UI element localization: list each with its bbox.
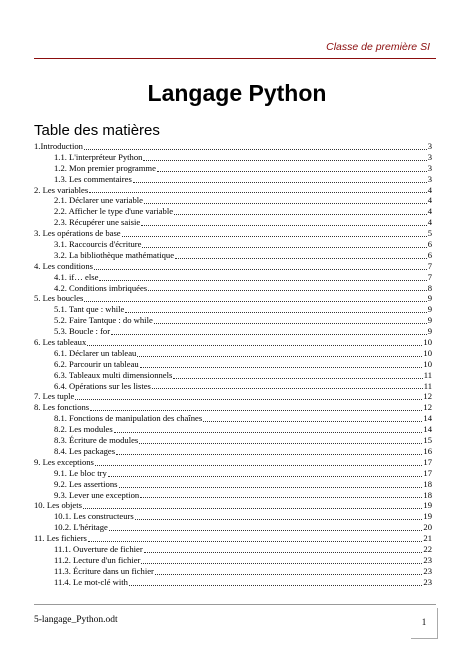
toc-entry[interactable] <box>34 348 432 359</box>
toc-dot-leader <box>95 465 423 466</box>
toc-entry[interactable] <box>34 206 432 217</box>
page-number: 1 <box>411 608 438 639</box>
toc-entry-page: 3 <box>427 141 432 151</box>
toc-entry-page: 15 <box>423 435 432 446</box>
toc-entry[interactable] <box>34 337 432 348</box>
toc-entry-page: 9 <box>427 293 432 304</box>
toc-entry-page: 6 <box>427 249 432 260</box>
toc-entry-label: 5.1. Tant que : while <box>54 304 125 315</box>
toc-entry[interactable] <box>34 435 432 446</box>
toc-dot-leader <box>87 345 422 346</box>
toc-dot-leader <box>141 225 427 226</box>
toc-dot-leader <box>148 290 427 291</box>
toc-entry-page: 17 <box>423 456 432 467</box>
toc-entry[interactable] <box>34 195 432 206</box>
toc-entry-page: 4 <box>427 184 432 195</box>
toc-entry-page: 17 <box>423 467 432 478</box>
toc-entry-label: 10.2. L'héritage <box>54 522 108 533</box>
toc-dot-leader <box>139 443 422 444</box>
toc-entry[interactable] <box>34 544 432 555</box>
toc-entry-label: 8.2. Les modules <box>54 424 113 435</box>
toc-dot-leader <box>154 323 427 324</box>
toc-dot-leader <box>144 203 427 204</box>
toc-dot-leader <box>152 388 423 389</box>
toc-entry-label: 2.1. Déclarer une variable <box>54 195 143 206</box>
toc-dot-leader <box>144 552 423 553</box>
toc-entry[interactable] <box>34 185 432 196</box>
toc-dot-leader <box>84 301 426 302</box>
toc-entry-page: 19 <box>423 500 432 511</box>
toc-entry[interactable] <box>34 228 432 239</box>
toc-entry-label: 8. Les fonctions <box>34 402 90 413</box>
toc-entry-page: 11 <box>423 369 432 380</box>
toc-entry-label: 4.1. if… else <box>54 271 99 282</box>
header-divider <box>34 58 436 59</box>
toc-entry[interactable] <box>34 511 432 522</box>
toc-entry-page: 10 <box>423 337 432 348</box>
toc-entry-label: 6.1. Déclarer un tableau <box>54 347 137 358</box>
toc-dot-leader <box>155 574 422 575</box>
toc-entry[interactable] <box>34 381 432 392</box>
toc-dot-leader <box>175 258 427 259</box>
toc-dot-leader <box>90 410 422 411</box>
toc-entry-page: 23 <box>423 565 432 576</box>
toc-dot-leader <box>137 356 422 357</box>
toc-entry-page: 18 <box>423 478 432 489</box>
toc-entry-label: 5. Les boucles <box>34 293 84 304</box>
toc-entry[interactable] <box>34 261 432 272</box>
toc-entry-label: 8.4. Les packages <box>54 445 116 456</box>
toc-entry-page: 23 <box>423 554 432 565</box>
toc-entry-label: 1.3. Les commentaires <box>54 173 132 184</box>
toc-entry-page: 14 <box>423 413 432 424</box>
toc-entry-page: 9 <box>427 315 432 326</box>
toc-entry-label: 1.1. L'interpréteur Python <box>54 151 143 162</box>
toc-entry-label: 8.1. Fonctions de manipulation des chaînes <box>54 413 203 424</box>
toc-entry-label: 11.1. Ouverture de fichier <box>54 543 143 554</box>
toc-entry[interactable] <box>34 359 432 370</box>
toc-entry-label: 11.4. Le mot-clé with <box>54 576 128 587</box>
toc-entry[interactable] <box>34 315 432 326</box>
toc-entry-label: 9.3. Lever une exception <box>54 489 140 500</box>
toc-entry[interactable] <box>34 490 432 501</box>
toc-entry-page: 22 <box>423 543 432 554</box>
toc-entry[interactable] <box>34 239 432 250</box>
toc-entry[interactable] <box>34 566 432 577</box>
toc-dot-leader <box>108 476 423 477</box>
toc-entry-page: 10 <box>423 358 432 369</box>
toc-entry-page: 3 <box>427 162 432 173</box>
toc-entry-page: 19 <box>423 511 432 522</box>
toc-dot-leader <box>94 269 427 270</box>
toc-entry[interactable] <box>34 577 432 588</box>
toc-entry[interactable] <box>34 163 432 174</box>
toc-entry-label: 11. Les fichiers <box>34 533 87 544</box>
toc-dot-leader <box>142 247 426 248</box>
toc-entry-page: 18 <box>423 489 432 500</box>
toc-entry-page: 23 <box>423 576 432 587</box>
toc-dot-leader <box>133 182 427 183</box>
toc-entry-label: 10.1. Les constructeurs <box>54 511 134 522</box>
toc-entry-label: 11.2. Lecture d'un fichier <box>54 554 141 565</box>
toc-entry-page: 10 <box>423 347 432 358</box>
footer-filename: 5-langage_Python.odt <box>34 615 118 625</box>
toc-dot-leader <box>173 378 422 379</box>
toc-entry-page: 4 <box>427 195 432 206</box>
toc-entry-page: 8 <box>427 282 432 293</box>
toc-entry-label: 1.Introduction <box>34 141 83 151</box>
toc-entry-label: 7. Les tuple <box>34 391 75 402</box>
toc-dot-leader <box>203 421 422 422</box>
toc-entry-label: 11.3. Écriture dans un fichier <box>54 565 154 576</box>
toc-entry-label: 10. Les objets <box>34 500 82 511</box>
toc-dot-leader <box>75 399 422 400</box>
toc-entry-page: 20 <box>423 522 432 533</box>
toc-entry[interactable] <box>34 304 432 315</box>
toc-entry[interactable] <box>34 522 432 533</box>
header-class-label: Classe de première SI <box>326 41 430 53</box>
toc-dot-leader <box>135 519 423 520</box>
toc-entry-label: 3.1. Raccourcis d'écriture <box>54 239 142 250</box>
toc-entry-label: 6.3. Tableaux multi dimensionnels <box>54 369 173 380</box>
toc-entry[interactable] <box>34 446 432 457</box>
toc-dot-leader <box>111 334 427 335</box>
toc-entry-label: 6. Les tableaux <box>34 337 87 348</box>
toc-entry[interactable] <box>34 250 432 261</box>
toc-dot-leader <box>84 149 427 150</box>
toc-dot-leader <box>114 432 423 433</box>
toc-entry-label: 4. Les conditions <box>34 260 93 271</box>
toc-entry-label: 9.1. Le bloc try <box>54 467 107 478</box>
toc-entry-label: 5.3. Boucle : for <box>54 326 111 337</box>
toc-entry-label: 2.3. Récupérer une saisie <box>54 217 141 228</box>
toc-entry-page: 12 <box>423 391 432 402</box>
toc-entry-label: 5.2. Faire Tantque : do while <box>54 315 153 326</box>
toc-entry[interactable] <box>34 468 432 479</box>
toc-entry-page: 12 <box>423 402 432 413</box>
toc-entry-label: 9. Les exceptions <box>34 456 94 467</box>
toc-entry-page: 14 <box>423 424 432 435</box>
toc-entry-page: 21 <box>423 533 432 544</box>
toc-entry-page: 9 <box>427 304 432 315</box>
toc-entry-page: 3 <box>427 151 432 162</box>
toc-entry-page: 16 <box>423 445 432 456</box>
toc-dot-leader <box>129 585 423 586</box>
toc-entry-page: 11 <box>423 380 432 391</box>
toc-dot-leader <box>140 497 422 498</box>
toc-entry[interactable] <box>34 533 432 544</box>
toc-dot-leader <box>83 508 422 509</box>
toc-entry[interactable] <box>34 217 432 228</box>
toc-dot-leader <box>119 487 423 488</box>
toc-entry-label: 3. Les opérations de base <box>34 228 121 239</box>
toc-dot-leader <box>143 160 426 161</box>
toc-dot-leader <box>125 312 426 313</box>
toc-entry-page: 9 <box>427 326 432 337</box>
toc-dot-leader <box>89 192 427 193</box>
toc-entry[interactable] <box>34 272 432 283</box>
toc-entry[interactable] <box>34 326 432 337</box>
toc-entry-page: 6 <box>427 239 432 250</box>
toc-entry[interactable] <box>34 555 432 566</box>
toc-entry[interactable] <box>34 424 432 435</box>
toc-entry[interactable] <box>34 391 432 402</box>
toc-entry[interactable] <box>34 283 432 294</box>
toc-entry-label: 1.2. Mon premier programme <box>54 162 156 173</box>
toc-entry[interactable] <box>34 479 432 490</box>
toc-entry-label: 2. Les variables <box>34 184 89 195</box>
toc-entry[interactable] <box>34 141 432 152</box>
toc-entry[interactable] <box>34 293 432 304</box>
toc-dot-leader <box>174 214 427 215</box>
toc-dot-leader <box>99 280 426 281</box>
table-of-contents <box>34 141 432 588</box>
toc-entry-label: 6.2. Parcourir un tableau <box>54 358 139 369</box>
toc-entry-label: 9.2. Les assertions <box>54 478 118 489</box>
toc-entry-page: 7 <box>427 271 432 282</box>
toc-entry-label: 8.3. Écriture de modules <box>54 435 139 446</box>
toc-entry[interactable] <box>34 413 432 424</box>
toc-dot-leader <box>157 171 427 172</box>
toc-dot-leader <box>116 454 422 455</box>
toc-entry[interactable] <box>34 152 432 163</box>
toc-entry-page: 3 <box>427 173 432 184</box>
toc-heading: Table des matières <box>34 122 160 139</box>
toc-entry[interactable] <box>34 174 432 185</box>
toc-entry-label: 4.2. Conditions imbriquées <box>54 282 148 293</box>
toc-dot-leader <box>141 563 422 564</box>
toc-entry[interactable] <box>34 500 432 511</box>
toc-entry-page: 4 <box>427 206 432 217</box>
toc-entry-label: 2.2. Afficher le type d'une variable <box>54 206 174 217</box>
toc-entry-page: 5 <box>427 228 432 239</box>
toc-entry-page: 4 <box>427 217 432 228</box>
toc-entry-label: 3.2. La bibliothèque mathématique <box>54 249 175 260</box>
toc-dot-leader <box>140 367 423 368</box>
toc-entry[interactable] <box>34 402 432 413</box>
toc-entry[interactable] <box>34 370 432 381</box>
toc-entry-label: 6.4. Opérations sur les listes <box>54 380 151 391</box>
footer-divider <box>34 604 436 605</box>
toc-entry-page: 7 <box>427 260 432 271</box>
toc-entry[interactable] <box>34 457 432 468</box>
toc-dot-leader <box>88 541 423 542</box>
toc-dot-leader <box>122 236 427 237</box>
toc-dot-leader <box>109 530 423 531</box>
document-title: Langage Python <box>147 80 327 106</box>
